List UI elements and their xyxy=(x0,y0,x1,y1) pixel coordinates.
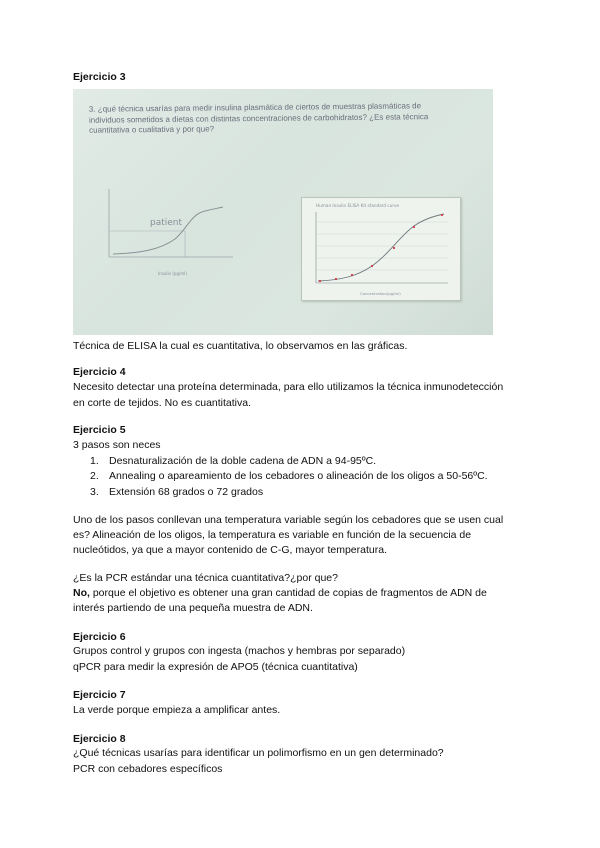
answer-rest: porque el objetivo es obtener una gran cantidad de copias de fragmentos de ADN de xyxy=(89,587,487,599)
ex8-line: ¿Qué técnicas usarías para identificar un polimorfismo en un gen determinado? xyxy=(73,747,444,759)
elisa-point xyxy=(441,214,443,216)
elisa-xlabel: Concentration(pg/ml) xyxy=(360,291,401,296)
step-number: 2. xyxy=(90,470,99,482)
slide-question-line: 3. ¿qué técnica usarías para medir insulina plasmática de ciertos de muestras plasmáticas de xyxy=(88,101,422,114)
ex3-heading: Ejercicio 3 xyxy=(73,71,126,83)
elisa-standard-curve-figure xyxy=(301,197,461,301)
ex6-heading: Ejercicio 6 xyxy=(73,631,126,643)
projected-slide-photo xyxy=(73,89,493,335)
ex6-line: Grupos control y grupos con ingesta (machos y hembras por separado) xyxy=(73,645,406,657)
slide-question-line: cuantitativa o cualitativa y por que? xyxy=(89,124,215,135)
elisa-point xyxy=(319,280,321,282)
elisa-point xyxy=(351,274,353,276)
ex5-answer-line: interés partiendo de una pequeña muestra de ADN. xyxy=(73,602,313,614)
answer-no: No, xyxy=(73,587,90,599)
ex5-para-line: Uno de los pasos conllevan una temperatura variable según los cebadores que se usen cual xyxy=(73,514,504,526)
ex4-heading: Ejercicio 4 xyxy=(73,366,126,378)
slide-question-line: individuos sometidos a dietas con distintas concentraciones de carbohidratos? ¿Es esta técnica xyxy=(88,111,429,125)
ex8-heading: Ejercicio 8 xyxy=(73,733,126,745)
ex5-para-line: es? Alineación de los oligos, la temperatura es variable en función de la secuencia de xyxy=(73,529,472,541)
ex5-step xyxy=(90,486,263,498)
elisa-plot xyxy=(302,198,460,300)
elisa-gridlines xyxy=(316,222,448,270)
ex5-step xyxy=(90,455,376,467)
left-plot-curve xyxy=(113,207,223,254)
left-plot-xlabel: Insulin (pg/ml) xyxy=(158,271,187,276)
ex5-para-line: nucleótidos, ya que a mayor contenido de C-G, mayor temperatura. xyxy=(73,544,387,556)
ex3-answer: Técnica de ELISA la cual es cuantitativa, lo observamos en las gráficas. xyxy=(73,340,408,352)
elisa-point xyxy=(393,247,395,249)
ex4-line: en corte de tejidos. No es cuantitativa. xyxy=(73,397,252,409)
ex5-step xyxy=(90,470,488,482)
ex7-line: La verde porque empieza a amplificar antes. xyxy=(73,704,281,716)
elisa-point xyxy=(371,265,373,267)
ex6-line: qPCR para medir la expresión de APO5 (técnica cuantitativa) xyxy=(73,661,358,673)
patient-label: patient xyxy=(150,218,183,228)
ex5-heading: Ejercicio 5 xyxy=(73,424,126,436)
ex4-line: Necesito detectar una proteína determinada, para ello utilizamos la técnica inmunodetección xyxy=(73,381,504,393)
ex5-answer-line xyxy=(73,586,487,601)
ex5-intro: 3 pasos son neces xyxy=(73,439,161,451)
step-number: 1. xyxy=(90,455,99,467)
ex8-line: PCR con cebadores específicos xyxy=(73,763,223,775)
elisa-plot-title: Human Insulin ELISA Kit standard curve xyxy=(316,203,400,208)
step-text: Annealing o apareamiento de los cebadores o alineación de los oligos a 50-56ºC. xyxy=(109,470,488,482)
elisa-point xyxy=(335,278,337,280)
elisa-points xyxy=(319,214,443,282)
ex5-question: ¿Es la PCR estándar una técnica cuantitativa?¿por que? xyxy=(73,572,338,584)
elisa-curve xyxy=(318,214,444,281)
step-text: Desnaturalización de la doble cadena de ADN a 94-95ºC. xyxy=(109,455,377,467)
elisa-point xyxy=(413,226,415,228)
step-number: 3. xyxy=(90,486,99,498)
step-text: Extensión 68 grados o 72 grados xyxy=(109,486,264,498)
ex7-heading: Ejercicio 7 xyxy=(73,689,126,701)
